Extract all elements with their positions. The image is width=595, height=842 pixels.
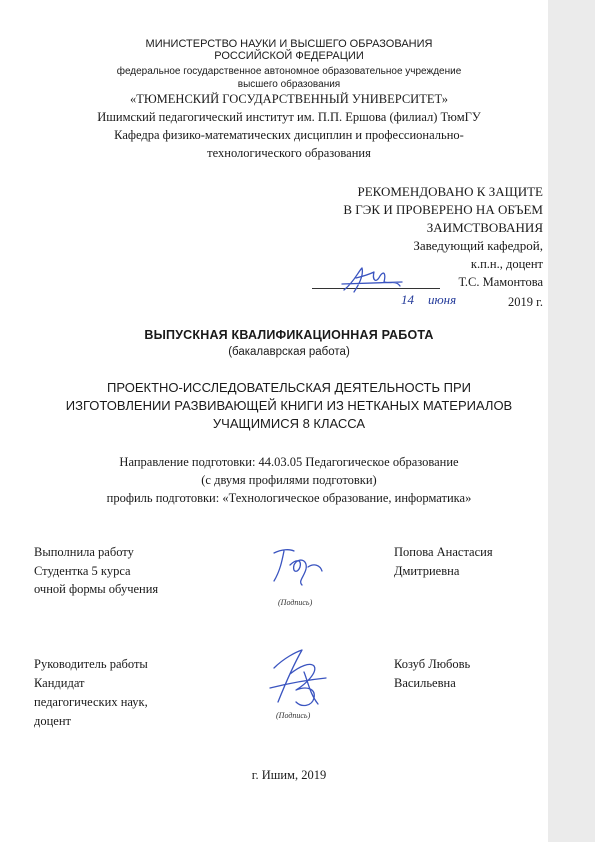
work-title-line-2: ИЗГОТОВЛЕНИИ РАЗВИВАЮЩЕЙ КНИГИ ИЗ НЕТКАНЫХ МАТЕРИАЛОВ <box>65 398 513 413</box>
student-label-2: Студентка 5 курса <box>34 564 131 578</box>
study-profile: профиль подготовки: «Технологическое образование, информатика» <box>106 491 472 505</box>
head-signature <box>340 262 410 298</box>
approval-name: Т.С. Мамонтова <box>458 275 543 289</box>
profiles-count: (с двумя профилями подготовки) <box>201 473 377 487</box>
approval-year: 2019 г. <box>508 295 543 309</box>
supervisor-name-2: Васильевна <box>394 676 456 690</box>
approval-date-month: июня <box>428 292 457 307</box>
student-name-2: Дмитриевна <box>394 564 460 578</box>
work-title-line-1: ПРОЕКТНО-ИССЛЕДОВАТЕЛЬСКАЯ ДЕЯТЕЛЬНОСТЬ ПРИ <box>106 380 471 395</box>
work-type: ВЫПУСКНАЯ КВАЛИФИКАЦИОННАЯ РАБОТА <box>144 328 434 342</box>
approval-date-day: 14 <box>401 292 414 307</box>
approval-degree: к.п.н., доцент <box>470 257 543 271</box>
student-name-1: Попова Анастасия <box>394 545 493 559</box>
student-signature <box>268 545 328 585</box>
supervisor-label-2: Кандидат <box>34 676 85 690</box>
supervisor-label-3: педагогических наук, <box>34 695 148 709</box>
work-subtype: (бакалаврская работа) <box>228 346 350 358</box>
supervisor-label-4: доцент <box>34 714 71 728</box>
approval-position: Заведующий кафедрой, <box>413 238 543 253</box>
institution-type: федеральное государственное автономное образовательное учреждение <box>116 66 462 77</box>
education-level: высшего образования <box>237 79 341 90</box>
approval-line-3: ЗАИМСТВОВАНИЯ <box>426 220 543 235</box>
student-label-3: очной формы обучения <box>34 582 159 596</box>
supervisor-label-1: Руководитель работы <box>34 657 148 671</box>
supervisor-name-1: Козуб Любовь <box>394 657 471 671</box>
city-year: г. Ишим, 2019 <box>251 768 327 782</box>
university-name: «ТЮМЕНСКИЙ ГОСУДАРСТВЕННЫЙ УНИВЕРСИТЕТ» <box>129 92 449 106</box>
institute-name: Ишимский педагогический институт им. П.П. Ершова (филиал) ТюмГУ <box>97 110 481 124</box>
ministry-line-2: РОССИЙСКОЙ ФЕДЕРАЦИИ <box>214 50 364 62</box>
department-line-1: Кафедра физико-математических дисциплин и профессионально- <box>114 128 464 142</box>
student-label-1: Выполнила работу <box>34 545 134 559</box>
approval-line-2: В ГЭК И ПРОВЕРЕНО НА ОБЪЕМ <box>343 202 543 217</box>
student-signature-caption: (Подпись) <box>278 598 313 607</box>
department-line-2: технологического образования <box>207 146 371 160</box>
supervisor-signature <box>266 644 332 710</box>
ministry-line-1: МИНИСТЕРСТВО НАУКИ И ВЫСШЕГО ОБРАЗОВАНИЯ <box>145 38 433 50</box>
work-title-line-3: УЧАЩИМИСЯ 8 КЛАССА <box>212 416 366 431</box>
supervisor-signature-caption: (Подпись) <box>276 711 311 720</box>
study-direction: Направление подготовки: 44.03.05 Педагогическое образование <box>119 455 459 469</box>
approval-line-1: РЕКОМЕНДОВАНО К ЗАЩИТЕ <box>357 184 543 199</box>
